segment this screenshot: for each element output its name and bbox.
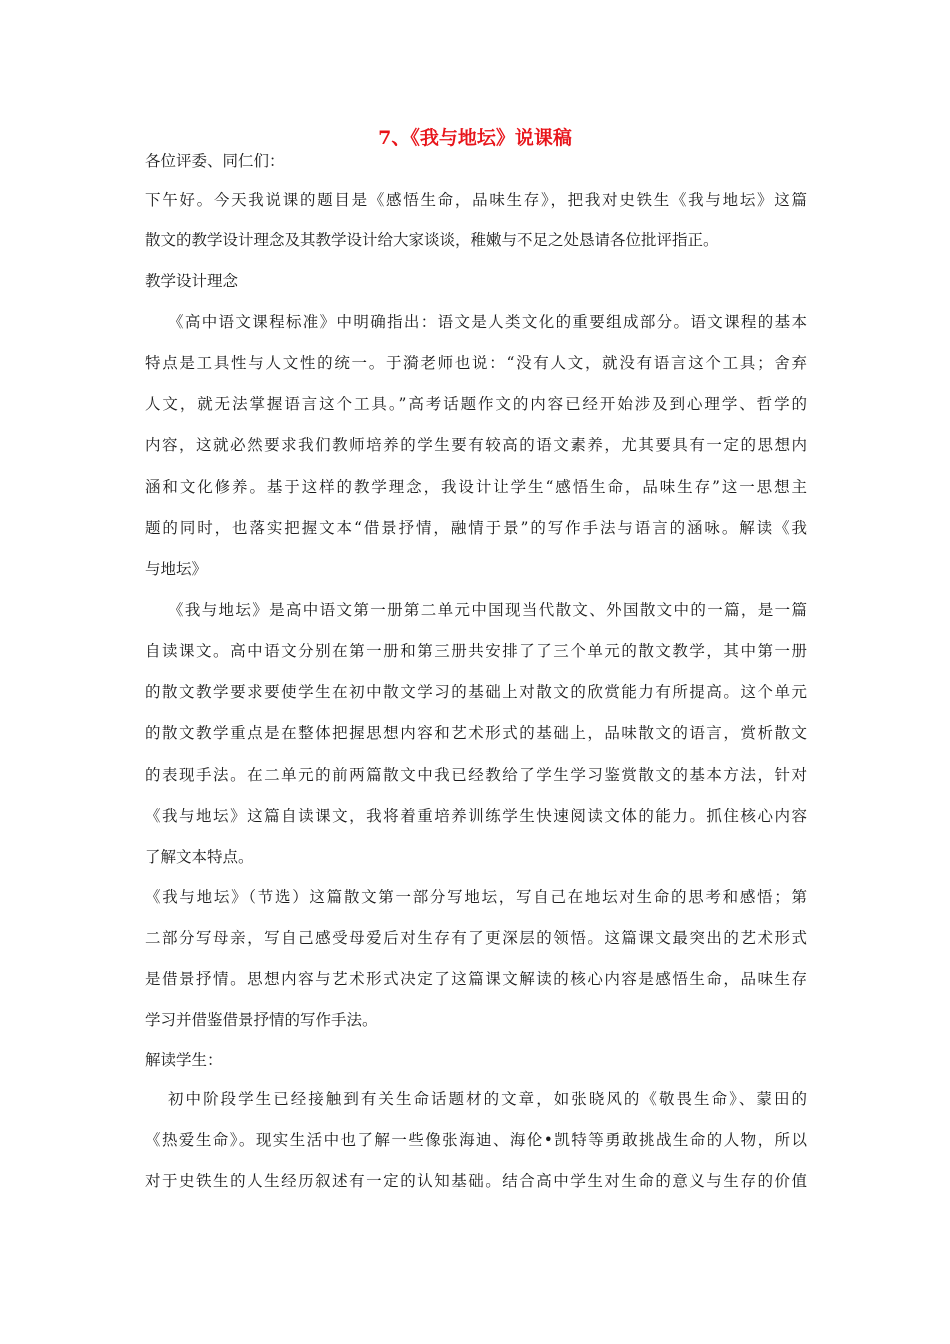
intro-line-1: 下午好。今天我说课的题目是《感悟生命，品味生存》，把我对史铁生《我与地坛》这篇	[145, 191, 807, 209]
intro-line-2: 散文的教学设计理念及其教学设计给大家谈谈，稚嫩与不足之处恳请各位批评指正。	[145, 231, 719, 249]
paragraph-line: 人文，就无法掌握语言这个工具。”高考话题作文的内容已经开始涉及到心理学、哲学的	[145, 395, 807, 413]
document-title: 7、《我与地坛》说课稿	[378, 127, 572, 149]
paragraph-line: 的表现手法。在二单元的前两篇散文中我已经教给了学生学习鉴赏散文的基本方法，针对	[145, 766, 807, 784]
paragraph-line: 《我与地坛》是高中语文第一册第二单元中国现当代散文、外国散文中的一篇，是一篇	[168, 601, 807, 619]
paragraph-line: 对于史铁生的人生经历叙述有一定的认知基础。结合高中学生对生命的意义与生存的价值	[145, 1172, 807, 1190]
paragraph-line: 了解文本特点。	[145, 848, 254, 866]
paragraph-line: 学习并借鉴借景抒情的写作手法。	[145, 1011, 378, 1029]
paragraph-line: 初中阶段学生已经接触到有关生命话题材的文章，如张晓风的《敬畏生命》、蒙田的	[168, 1090, 807, 1108]
paragraph-line: 《热爱生命》。现实生活中也了解一些像张海迪、海伦•凯特等勇敢挑战生命的人物，所以	[145, 1131, 807, 1149]
paragraph-line: 《我与地坛》（节选）这篇散文第一部分写地坛，写自己在地坛对生命的思考和感悟；第	[145, 888, 807, 906]
paragraph-line: 的散文教学要求要使学生在初中散文学习的基础上对散文的欣赏能力有所提高。这个单元	[145, 683, 807, 701]
paragraph-line: 是借景抒情。思想内容与艺术形式决定了这篇课文解读的核心内容是感悟生命，品味生存	[145, 970, 807, 988]
paragraph-line: 题的同时，也落实把握文本“借景抒情，融情于景”的写作手法与语言的涵咏。解读《我	[145, 519, 807, 537]
paragraph-line: 内容，这就必然要求我们教师培养的学生要有较高的语文素养，尤其要具有一定的思想内	[145, 436, 807, 454]
paragraph-line: 特点是工具性与人文性的统一。于漪老师也说：“没有人文，就没有语言这个工具；舍弃	[145, 354, 807, 372]
section-heading-design-concept: 教学设计理念	[145, 272, 239, 290]
paragraph-line: 《我与地坛》这篇自读课文，我将着重培养训练学生快速阅读文体的能力。抓住核心内容	[145, 807, 807, 825]
paragraph-line: 自读课文。高中语文分别在第一册和第三册共安排了了三个单元的散文教学，其中第一册	[145, 642, 807, 660]
paragraph-line: 二部分写母亲，写自己感受母爱后对生存有了更深层的领悟。这篇课文最突出的艺术形式	[145, 929, 807, 947]
paragraph-line: 《高中语文课程标准》中明确指出：语文是人类文化的重要组成部分。语文课程的基本	[168, 313, 807, 331]
paragraph-line: 与地坛》	[145, 560, 208, 578]
section-heading-students: 解读学生：	[145, 1051, 223, 1069]
paragraph-line: 的散文教学重点是在整体把握思想内容和艺术形式的基础上，品味散文的语言，赏析散文	[145, 724, 807, 742]
greeting: 各位评委、同仁们：	[145, 152, 285, 170]
paragraph-line: 涵和文化修养。基于这样的教学理念，我设计让学生“感悟生命，品味生存”这一思想主	[145, 478, 807, 496]
